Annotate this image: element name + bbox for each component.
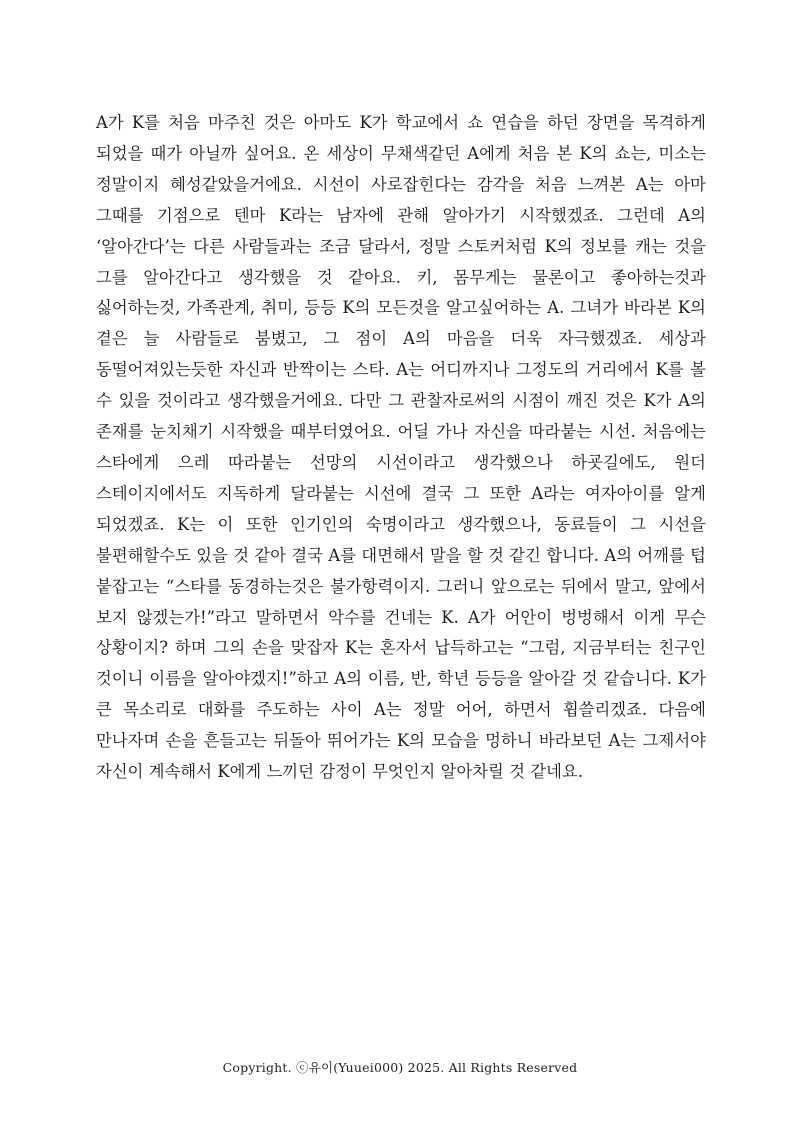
body-paragraph: A가 K를 처음 마주친 것은 아마도 K가 학교에서 쇼 연습을 하던 장면을 목격하게 되었을 때가 아닐까 싶어요. 온 세상이 무채색같던 A에게 처음 본 K의 쇼는, 미소는 정말이지 혜성같았을거에요. 시선이 사로잡힌다는 감각을 처음 느껴본 A는 아마 그때를 기점으로 텐마 K라는 남자에 관해 알아가기 시작했겠죠. 그런데 A의 ‘알아간다’는 다른 사람들과는 조금 달라서, 정말 스토커처럼 K의 정보를 캐는 것을 그를 알아간다고 생각했을 것 같아요. 키, 몸무게는 물론이고 좋아하는것과 싫어하는것, 가족관계, 취미, 등등 K의 모든것을 알고싶어하는 A. 그녀가 바라본 K의 곁은 늘 사람들로 붐볐고, 그 점이 A의 마음을 더욱 자극했겠죠. 세상과 동떨어져있는듯한 자신과 반짝이는 스타. A는 어디까지나 그정도의 거리에서 K를 볼 수 있을 것이라고 생각했을거에요. 다만 그 관찰자로써의 시점이 깨진 것은 K가 A의 존재를 눈치채기 시작했을 때부터였어요. 어딜 가나 자신을 따라붙는 시선. 처음에는 스타에게 으레 따라붙는 선망의 시선이라고 생각했으나 하굣길에도, 원더 스테이지에서도 지독하게 달라붙는 시선에 결국 그 또한 A라는 여자아이를 알게 되었겠죠. K는 이 또한 인기인의 숙명이라고 생각했으나, 동료들이 그 시선을 불편해할수도 있을 것 같아 결국 A를 대면해서 말을 할 것 같긴 합니다. A의 어깨를 텁 붙잡고는 “스타를 동경하는것은 불가항력이지. 그러니 앞으로는 뒤에서 말고, 앞에서 보지 않겠는가!”라고 말하면서 악수를 건네는 K. A가 어안이 벙벙해서 이게 무슨 상황이지? 하며 그의 손을 맞잡자 K는 혼자서 납득하고는 “그럼, 지금부터는 친구인 것이니 이름을 알아야겠지!”하고 A의 이름, 반, 학년 등등을 알아갈 것 같습니다. K가 큰 목소리로 대화를 주도하는 사이 A는 정말 어어, 하면서 휩쓸리겠죠. 다음에 만나자며 손을 흔들고는 뒤돌아 뛰어가는 K의 모습을 멍하니 바라보던 A는 그제서야 자신이 계속해서 K에게 느끼던 감정이 무엇인지 알아차릴 것 같네요. bbox=[96, 113, 706, 782]
copyright-footer: Copyright. ⓒ유이(Yuuei000) 2025. All Rights Reserved bbox=[222, 1060, 578, 1075]
